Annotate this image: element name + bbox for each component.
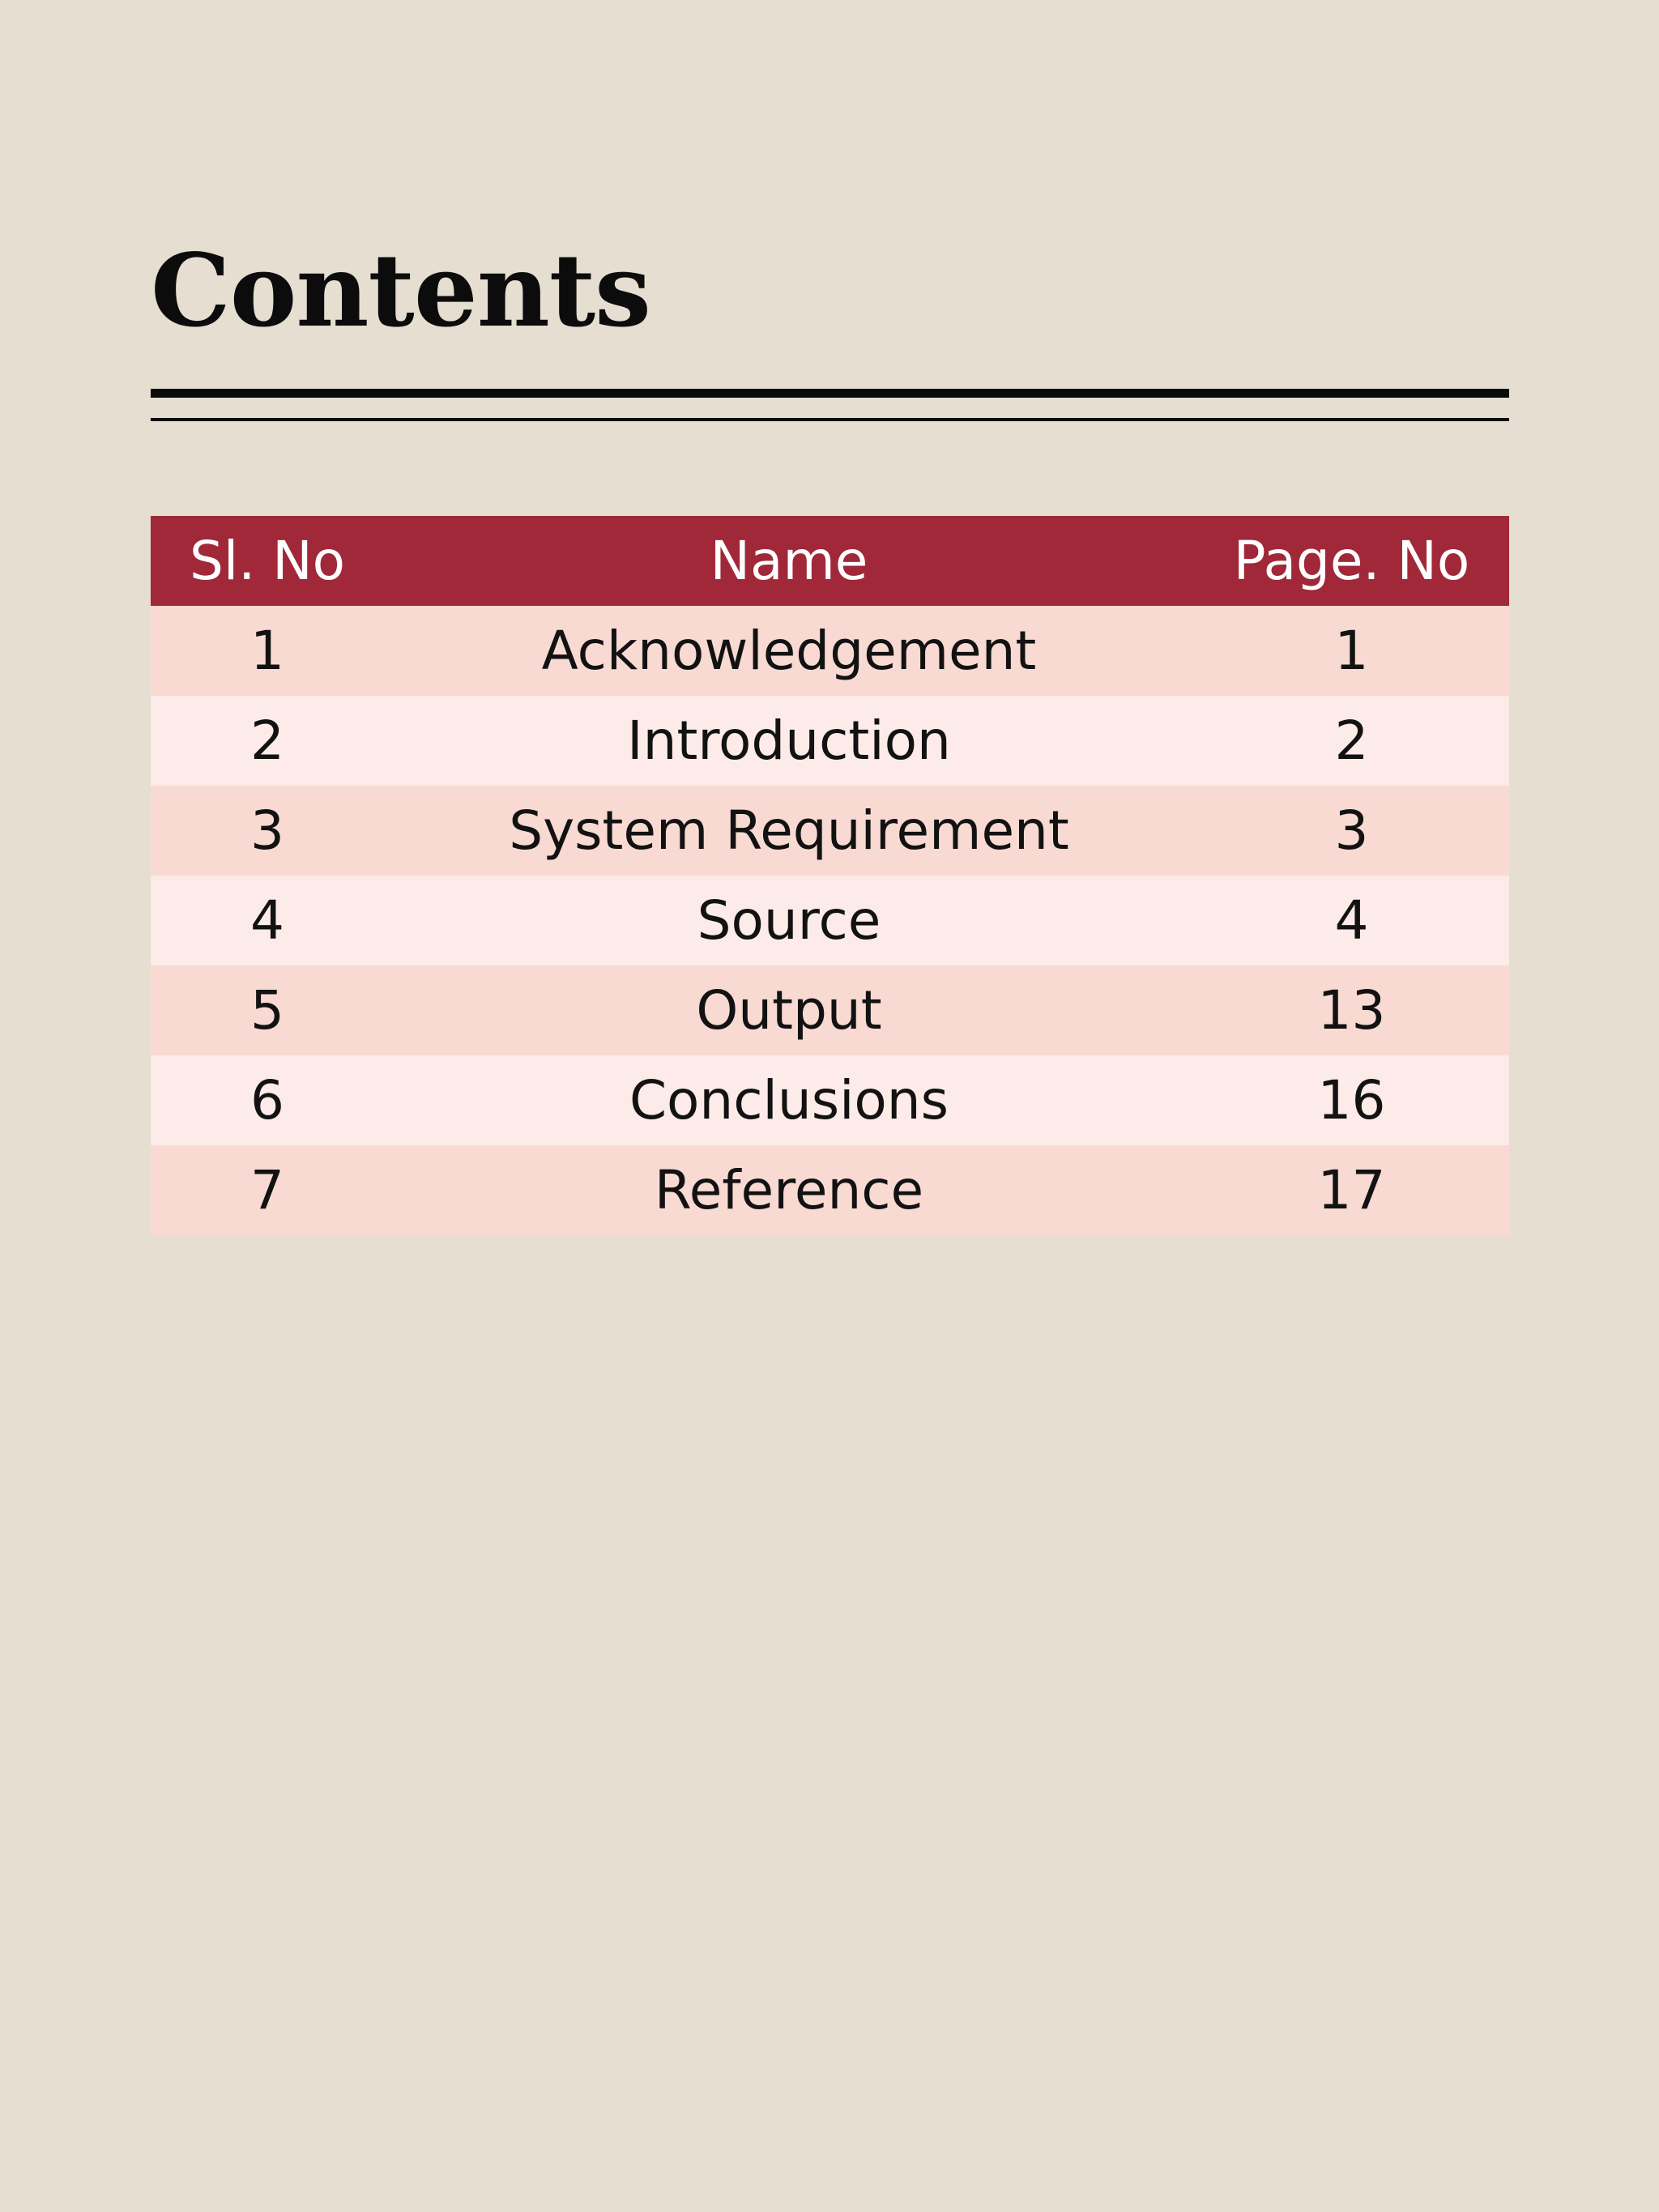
row-sl-no: 3 bbox=[250, 799, 284, 862]
row-name: System Requirement bbox=[509, 799, 1069, 862]
row-page-no: 13 bbox=[1317, 979, 1386, 1042]
table-row bbox=[151, 696, 1509, 786]
row-name: Introduction bbox=[627, 710, 951, 772]
table-row bbox=[151, 965, 1509, 1055]
row-name: Output bbox=[696, 979, 882, 1042]
row-sl-no: 5 bbox=[250, 979, 284, 1042]
row-page-no: 3 bbox=[1334, 799, 1369, 862]
title-rule-thick bbox=[151, 389, 1509, 398]
row-sl-no: 6 bbox=[250, 1069, 284, 1132]
table-row bbox=[151, 1145, 1509, 1235]
table-header-row bbox=[151, 516, 1509, 606]
row-sl-no: 1 bbox=[250, 620, 284, 682]
row-name: Acknowledgement bbox=[541, 620, 1037, 682]
row-sl-no: 7 bbox=[250, 1159, 284, 1221]
row-name: Conclusions bbox=[629, 1069, 949, 1132]
title-rule-thin bbox=[151, 418, 1509, 421]
header-name: Name bbox=[710, 530, 868, 592]
row-sl-no: 2 bbox=[250, 710, 284, 772]
row-name: Reference bbox=[654, 1159, 924, 1221]
row-page-no: 16 bbox=[1317, 1069, 1386, 1132]
row-sl-no: 4 bbox=[250, 889, 284, 952]
header-page-no: Page. No bbox=[1233, 530, 1470, 592]
row-page-no: 2 bbox=[1334, 710, 1369, 772]
table-row bbox=[151, 876, 1509, 965]
table-row bbox=[151, 606, 1509, 696]
row-page-no: 1 bbox=[1334, 620, 1369, 682]
row-name: Source bbox=[697, 889, 881, 952]
row-page-no: 4 bbox=[1334, 889, 1369, 952]
row-page-no: 17 bbox=[1317, 1159, 1386, 1221]
page-title: Contents bbox=[151, 232, 650, 350]
header-sl-no: Sl. No bbox=[190, 530, 345, 592]
table-row bbox=[151, 786, 1509, 876]
contents-table bbox=[151, 516, 1509, 1235]
table-row bbox=[151, 1055, 1509, 1145]
